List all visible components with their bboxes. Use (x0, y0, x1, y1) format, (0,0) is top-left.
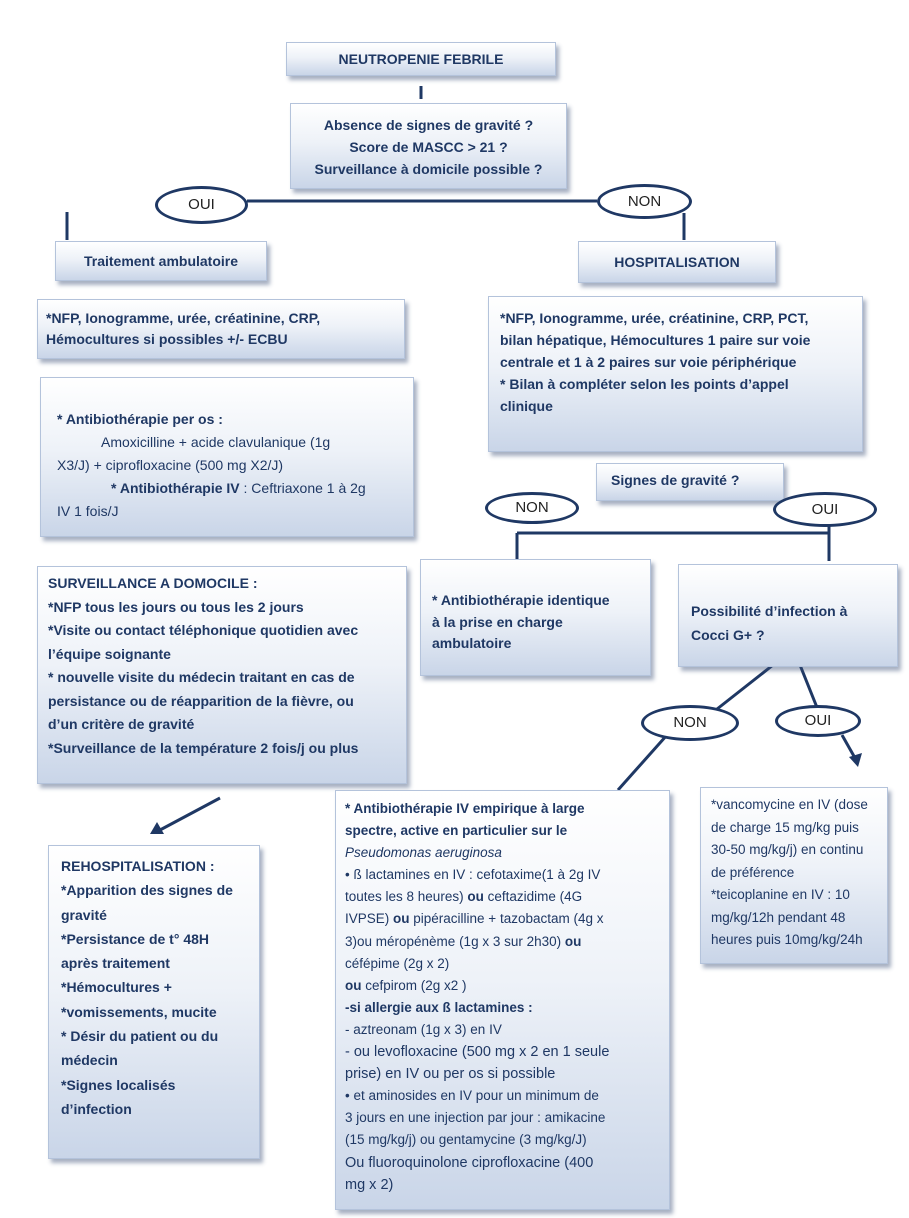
left-bilan-box (37, 299, 405, 359)
surveillance-line-8: *Surveillance de la température 2 fois/j ou plus (48, 739, 359, 756)
vanco-line-4: de préférence (711, 864, 795, 880)
surveillance-line-5: * nouvelle visite du médecin traitant en cas de (48, 669, 355, 685)
question-line-1: Absence de signes de gravité ? (323, 117, 534, 133)
iv-line-12: 3 jours en une injection par jour : amikacine (345, 1110, 606, 1126)
left-bilan-line-2: Hémocultures si possibles +/- ECBU (46, 331, 288, 347)
rehosp-line-6: *Hémocultures + (61, 979, 172, 996)
oui-label-cocci: OUI (804, 712, 832, 729)
cocci-line-2: Cocci G+ ? (691, 627, 765, 643)
non-oval-cocci (641, 705, 739, 741)
rehosp-line-5: après traitement (61, 955, 170, 972)
iv-line-3b: ou (393, 911, 410, 927)
rehosp-line-3: gravité (61, 906, 107, 923)
rehosp-line-4: *Persistance de t° 48H (61, 930, 210, 947)
non-label-gravite: NON (515, 499, 549, 516)
rehosp-line-10: *Signes localisés (61, 1076, 176, 1093)
iv-prefix: * (111, 480, 120, 496)
surveillance-line-4: l’équipe soignante (48, 645, 171, 662)
start-title: NEUTROPENIE FEBRILE (338, 51, 504, 67)
rehosp-line-9: médecin (61, 1052, 118, 1069)
vanco-line-2: de charge 15 mg/kg puis (711, 819, 859, 835)
per-os-iv-line (57, 477, 413, 500)
iv-heading-2: spectre, active en particulier sur le (345, 823, 568, 839)
iv-line-2 (345, 886, 669, 908)
rehosp-box (48, 845, 260, 1159)
oui-oval-top (155, 186, 248, 224)
right-bilan-line-3: centrale et 1 à 2 paires sur voie périphérique (500, 354, 797, 370)
non-label: NON (627, 193, 662, 210)
surveillance-line-2: *NFP tous les jours ou tous les 2 jours (48, 598, 304, 615)
vanco-line-5: *teicoplanine en IV : 10 (711, 887, 850, 902)
iv-line-3 (345, 908, 669, 930)
gravite-box (596, 463, 784, 501)
rehosp-line-2: *Apparition des signes de (61, 882, 233, 899)
per-os-line-2: X3/J) + ciprofloxacine (500 mg X2/J) (57, 457, 284, 473)
oui-label: OUI (188, 196, 215, 213)
iv-line-3c: pipéracilline + tazobactam (4g x (409, 911, 604, 927)
iv-line-6a: ou (345, 977, 362, 993)
right-bilan-line-2: bilan hépatique, Hémocultures 1 paire sur voie (500, 332, 811, 348)
right-bilan-box (488, 296, 863, 452)
iv-empirique-box (335, 790, 670, 1210)
hospitalisation-title: HOSPITALISATION (614, 254, 740, 270)
iv-line-13: (15 mg/kg/j) ou gentamycine (3 mg/kg/J) (345, 1132, 587, 1148)
iv-text: : Ceftriaxone 1 à 2g (239, 480, 366, 496)
iv-line-8: - aztreonam (1g x 3) en IV (345, 1021, 502, 1037)
iv-line-10: prise) en IV ou per os si possible (345, 1066, 556, 1083)
iv-line-5: céfépime (2g x 2) (345, 955, 450, 971)
iv-line-9: - ou levofloxacine (500 mg x 2 en 1 seule (345, 1044, 610, 1061)
surveillance-line-3: *Visite ou contact téléphonique quotidien avec (48, 622, 359, 638)
connector-surveillance-rehosp (160, 798, 220, 830)
identique-box (420, 559, 651, 676)
right-bilan-line-4: * Bilan à compléter selon les points d’appel (500, 376, 789, 392)
right-bilan-line-5: clinique (500, 398, 553, 414)
identique-line-2: à la prise en charge (432, 613, 563, 630)
connector-oui-vanco (842, 735, 855, 758)
vanco-line-7: heures puis 10mg/kg/24h (711, 932, 863, 947)
iv-line-2b: ou (467, 889, 484, 905)
question-line-2: Score de MASCC > 21 ? (349, 139, 508, 155)
connector-cocci-non (712, 665, 773, 713)
hospitalisation-box (578, 241, 776, 283)
per-os-line-1: Amoxicilline + acide clavulanique (1g (101, 434, 331, 450)
question-line-3: Surveillance à domicile possible ? (314, 161, 543, 177)
per-os-line-4: IV 1 fois/J (57, 503, 119, 519)
arrowhead-vanco (849, 753, 862, 767)
question-box (290, 103, 567, 189)
identique-line-1: * Antibiothérapie identique (432, 592, 610, 608)
ambulatoire-title: Traitement ambulatoire (83, 253, 239, 269)
iv-line-4 (345, 931, 669, 953)
iv-line-14: Ou fluoroquinolone ciprofloxacine (400 (345, 1154, 594, 1171)
vanco-box (700, 787, 888, 964)
connector-cocci-oui (800, 665, 818, 710)
per-os-heading: * Antibiothérapie per os : (57, 411, 223, 427)
surveillance-line-7: d’un critère de gravité (48, 716, 195, 732)
right-bilan-line-1: *NFP, Ionogramme, urée, créatinine, CRP, PCT, (500, 310, 809, 326)
iv-heading-1: * Antibiothérapie IV empirique à large (345, 801, 585, 816)
ambulatoire-box (55, 241, 267, 281)
surveillance-line-6: persistance ou de réapparition de la fièvre, ou (48, 692, 354, 709)
oui-oval-gravite (773, 492, 877, 527)
vanco-line-3: 30-50 mg/kg/j) en continu (711, 842, 864, 857)
iv-line-7: -si allergie aux ß lactamines : (345, 999, 533, 1015)
identique-line-3: ambulatoire (432, 635, 512, 651)
iv-line-2a: toutes les 8 heures) (345, 889, 468, 905)
vanco-line-1: *vancomycine en IV (dose (711, 797, 868, 812)
iv-line-2c: ceftazidime (4G (483, 889, 583, 905)
iv-heading: Antibiothérapie IV (119, 480, 240, 496)
iv-line-6b: cefpirom (2g x2 ) (361, 977, 467, 993)
non-oval-gravite (485, 492, 579, 524)
cocci-box (678, 564, 898, 667)
non-oval-top (597, 184, 692, 219)
surveillance-line-1: SURVEILLANCE A DOMOCILE : (48, 575, 258, 591)
cocci-line-1: Possibilité d’infection à (691, 603, 848, 619)
iv-line-3a: IVPSE) (345, 911, 394, 927)
iv-line-11: • et aminosides en IV pour un minimum de (345, 1088, 599, 1104)
non-label-cocci: NON (673, 714, 707, 731)
rehosp-line-7: *vomissements, mucite (61, 1003, 217, 1020)
iv-line-4a: 3)ou méropénème (1g x 3 sur 2h30) (345, 933, 565, 949)
iv-heading-3: Pseudomonas aeruginosa (345, 845, 502, 861)
antibio-per-os-box (40, 377, 414, 537)
start-box (286, 42, 556, 76)
surveillance-box (37, 566, 407, 784)
iv-line-1: • ß lactamines en IV : cefotaxime(1 à 2g IV (345, 867, 601, 883)
vanco-line-6: mg/kg/12h pendant 48 (711, 909, 846, 925)
oui-oval-cocci (775, 705, 861, 737)
iv-line-6 (345, 975, 669, 997)
rehosp-line-11: d’infection (61, 1100, 132, 1117)
gravite-title: Signes de gravité ? (611, 472, 740, 488)
rehosp-line-1: REHOSPITALISATION : (61, 858, 215, 874)
iv-line-15: mg x 2) (345, 1176, 394, 1193)
connector-non-ivbox (618, 735, 667, 790)
rehosp-line-8: * Désir du patient ou du (61, 1028, 219, 1045)
oui-label-gravite: OUI (811, 501, 839, 518)
iv-line-4b: ou (564, 933, 582, 949)
left-bilan-line-1: *NFP, Ionogramme, urée, créatinine, CRP, (46, 310, 321, 326)
